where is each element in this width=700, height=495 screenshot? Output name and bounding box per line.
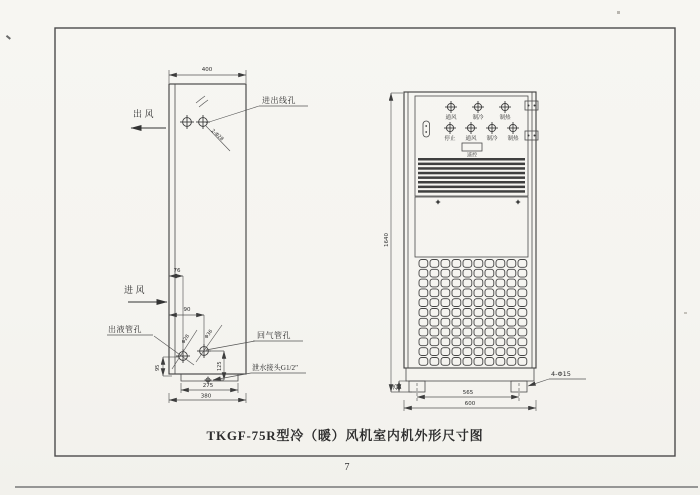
wire-hole-icon [180, 115, 194, 129]
dim-label: 1640 [384, 233, 390, 247]
callout-label: 回气管孔 [257, 331, 291, 340]
grille-cell [463, 299, 472, 307]
louver-slat [418, 186, 525, 189]
grille-cell [518, 260, 527, 268]
grille-cell [419, 299, 428, 307]
grille-cell [452, 348, 461, 356]
louver-slat [418, 172, 525, 175]
control-button-icon [507, 122, 519, 134]
grille-cell [419, 260, 428, 268]
indicator-label: 制热 [499, 115, 511, 121]
middle-blank-panel [415, 197, 528, 257]
page-border-frame [55, 28, 675, 456]
screw-icon [436, 200, 441, 205]
grille-cell [474, 260, 483, 268]
grille-cell [507, 299, 516, 307]
front-cabinet-outline [404, 92, 536, 368]
callout-wire-hole [206, 95, 308, 151]
grille-cell [474, 299, 483, 307]
grille-cell [419, 318, 428, 326]
dim-top-width [169, 67, 246, 83]
control-button-icon [444, 122, 456, 134]
grille-cell [419, 328, 428, 336]
scan-artifact [617, 11, 620, 14]
grille-cell [485, 309, 494, 317]
indicator-light-icon [472, 101, 484, 113]
page-number: 7 [344, 462, 350, 473]
grille-cell [496, 348, 505, 356]
remote-receiver-window [462, 143, 482, 151]
callout-label: 泄水接头G1/2″ [252, 364, 299, 372]
dim-base-width [181, 383, 238, 393]
louver-grille [418, 158, 525, 193]
callout-drain-fitting [213, 363, 306, 380]
grille-cell [452, 260, 461, 268]
grille-cell [496, 318, 505, 326]
grille-cell [430, 358, 439, 366]
grille-cell [474, 318, 483, 326]
control-button-icon [465, 122, 477, 134]
grille-cell [463, 328, 472, 336]
air-in-annotation [124, 284, 167, 302]
grille-cell [441, 338, 450, 346]
grille-cell [430, 309, 439, 317]
grille-cell [430, 299, 439, 307]
grille-cell [496, 279, 505, 287]
dim-gas-hole-height [207, 351, 224, 380]
button-label: 制热 [507, 136, 519, 142]
hinge-dot [528, 135, 530, 137]
grille-cell [474, 279, 483, 287]
dim-label: 600 [464, 401, 476, 407]
grille-cell [452, 269, 461, 277]
base-bar [406, 368, 534, 381]
grille-cell [518, 348, 527, 356]
indicator-label: 制冷 [472, 115, 484, 121]
grille-cell [518, 279, 527, 287]
dim-label: 400 [201, 67, 213, 73]
control-panel [423, 101, 519, 159]
dim-base-height [393, 381, 407, 392]
grille-cell [485, 328, 494, 336]
grille-cell [441, 299, 450, 307]
grille-cell [474, 309, 483, 317]
grille-cell [430, 289, 439, 297]
grille-cell [452, 318, 461, 326]
grille-cell [485, 260, 494, 268]
louver-slat [418, 167, 525, 170]
grille-cell [463, 358, 472, 366]
grille-cell [485, 269, 494, 277]
grille-cell [430, 318, 439, 326]
grille-cell [474, 338, 483, 346]
callout-diameter: Φ36 [204, 329, 215, 341]
grille-cell [463, 309, 472, 317]
indicator-light-icon [499, 101, 511, 113]
grille-cell [463, 260, 472, 268]
grille-cell [485, 358, 494, 366]
grille-cell [518, 338, 527, 346]
dim-bottom-width [169, 393, 246, 403]
callout-diameter: Φ28 [181, 334, 191, 346]
grille-cell [518, 269, 527, 277]
grille-cell [463, 318, 472, 326]
grille-cell [452, 328, 461, 336]
grille-cell [518, 358, 527, 366]
grille-cell [518, 318, 527, 326]
grille-cell [474, 289, 483, 297]
grille-cell [419, 358, 428, 366]
callout-label: 进出线孔 [262, 96, 296, 105]
louver-slat [418, 181, 525, 184]
grille-cell [430, 269, 439, 277]
grille-cell [441, 318, 450, 326]
grille-cell [441, 289, 450, 297]
callout-label: 4-Φ15 [551, 370, 571, 378]
callout-gas-return-hole [196, 325, 303, 362]
grille-cell [419, 309, 428, 317]
grille-cell [507, 348, 516, 356]
grille-cell [518, 328, 527, 336]
grille-cell [474, 358, 483, 366]
grille-cell [496, 269, 505, 277]
perforated-grille [419, 260, 527, 366]
screw-icon [516, 200, 521, 205]
grille-cell [507, 269, 516, 277]
grille-cell [430, 328, 439, 336]
grille-cell [441, 309, 450, 317]
dim-label: 125 [217, 361, 223, 371]
remote-label: 遥控 [466, 153, 478, 159]
air-in-label: 进风 [124, 285, 148, 295]
hinge-dot [528, 105, 530, 107]
grille-cell [485, 318, 494, 326]
callout-liquid-pipe-hole [107, 324, 197, 369]
grille-cell [474, 269, 483, 277]
lock-dot-icon [425, 125, 427, 127]
grille-cell [452, 289, 461, 297]
louver-slat [418, 190, 525, 193]
dim-feet-span [417, 390, 519, 397]
grille-cell [452, 358, 461, 366]
grille-cell [441, 348, 450, 356]
grille-cell [485, 348, 494, 356]
grille-cell [452, 309, 461, 317]
louver-slat [418, 158, 525, 161]
grille-cell [441, 358, 450, 366]
grille-cell [496, 309, 505, 317]
dim-label: 76 [173, 268, 181, 274]
grille-cell [463, 338, 472, 346]
grille-cell [485, 289, 494, 297]
dim-hole1-offset [169, 268, 183, 349]
grille-cell [419, 269, 428, 277]
break-mark-icon [196, 96, 208, 107]
grille-cell [463, 289, 472, 297]
callout-spec: 2-Φ28 [209, 128, 224, 143]
door-lock-icon [423, 121, 430, 137]
button-label: 通风 [465, 136, 477, 142]
grille-cell [441, 269, 450, 277]
grille-cell [430, 260, 439, 268]
grille-cell [518, 309, 527, 317]
louver-slat [418, 163, 525, 166]
indicator-label: 通风 [445, 115, 457, 121]
grille-cell [441, 279, 450, 287]
dim-label: 380 [200, 393, 212, 400]
grille-cell [452, 299, 461, 307]
indicator-light-icon [445, 101, 457, 113]
lock-dot-icon [425, 131, 427, 133]
grille-cell [441, 328, 450, 336]
grille-cell [518, 289, 527, 297]
grille-cell [419, 289, 428, 297]
grille-cell [452, 338, 461, 346]
grille-cell [463, 269, 472, 277]
grille-cell [507, 309, 516, 317]
grille-cell [441, 260, 450, 268]
grille-cell [430, 348, 439, 356]
dim-label: 90 [183, 307, 191, 313]
side-view [107, 67, 308, 403]
dim-label: 25 [394, 383, 399, 390]
front-view [384, 92, 586, 411]
grille-cell [485, 338, 494, 346]
louver-slat [418, 176, 525, 179]
wire-hole-icon [196, 115, 210, 129]
grille-cell [419, 348, 428, 356]
grille-cell [419, 279, 428, 287]
grille-cell [452, 279, 461, 287]
grille-cell [496, 299, 505, 307]
air-out-annotation [131, 108, 166, 128]
grille-cell [463, 348, 472, 356]
callout-foot-holes [528, 370, 586, 386]
grille-cell [496, 338, 505, 346]
grille-cell [430, 338, 439, 346]
button-label: 制冷 [486, 136, 498, 142]
grille-cell [496, 260, 505, 268]
grille-cell [496, 289, 505, 297]
dim-label: 275 [202, 383, 214, 389]
dim-width [404, 400, 536, 411]
grille-cell [474, 328, 483, 336]
grille-cell [507, 338, 516, 346]
drawing-title: TKGF-75R型冷（暖）风机室内机外形尺寸图 [206, 428, 484, 443]
grille-cell [507, 318, 516, 326]
control-button-icon [486, 122, 498, 134]
grille-cell [518, 299, 527, 307]
grille-cell [507, 279, 516, 287]
grille-cell [496, 358, 505, 366]
grille-cell [507, 358, 516, 366]
hinge-dot [534, 105, 536, 107]
grille-cell [507, 289, 516, 297]
dim-label: 565 [462, 390, 474, 396]
grille-cell [507, 260, 516, 268]
grille-cell [430, 279, 439, 287]
grille-cell [507, 328, 516, 336]
hinge-dot [534, 135, 536, 137]
air-out-label: 出风 [133, 109, 157, 119]
grille-cell [485, 299, 494, 307]
grille-cell [474, 348, 483, 356]
grille-cell [496, 328, 505, 336]
callout-label: 出液管孔 [108, 325, 142, 334]
dim-label: 95 [155, 364, 161, 371]
grille-cell [419, 338, 428, 346]
button-label: 停止 [444, 136, 456, 142]
grille-cell [485, 279, 494, 287]
scan-artifact [684, 312, 687, 314]
scan-artifact [6, 35, 11, 40]
grille-cell [463, 279, 472, 287]
